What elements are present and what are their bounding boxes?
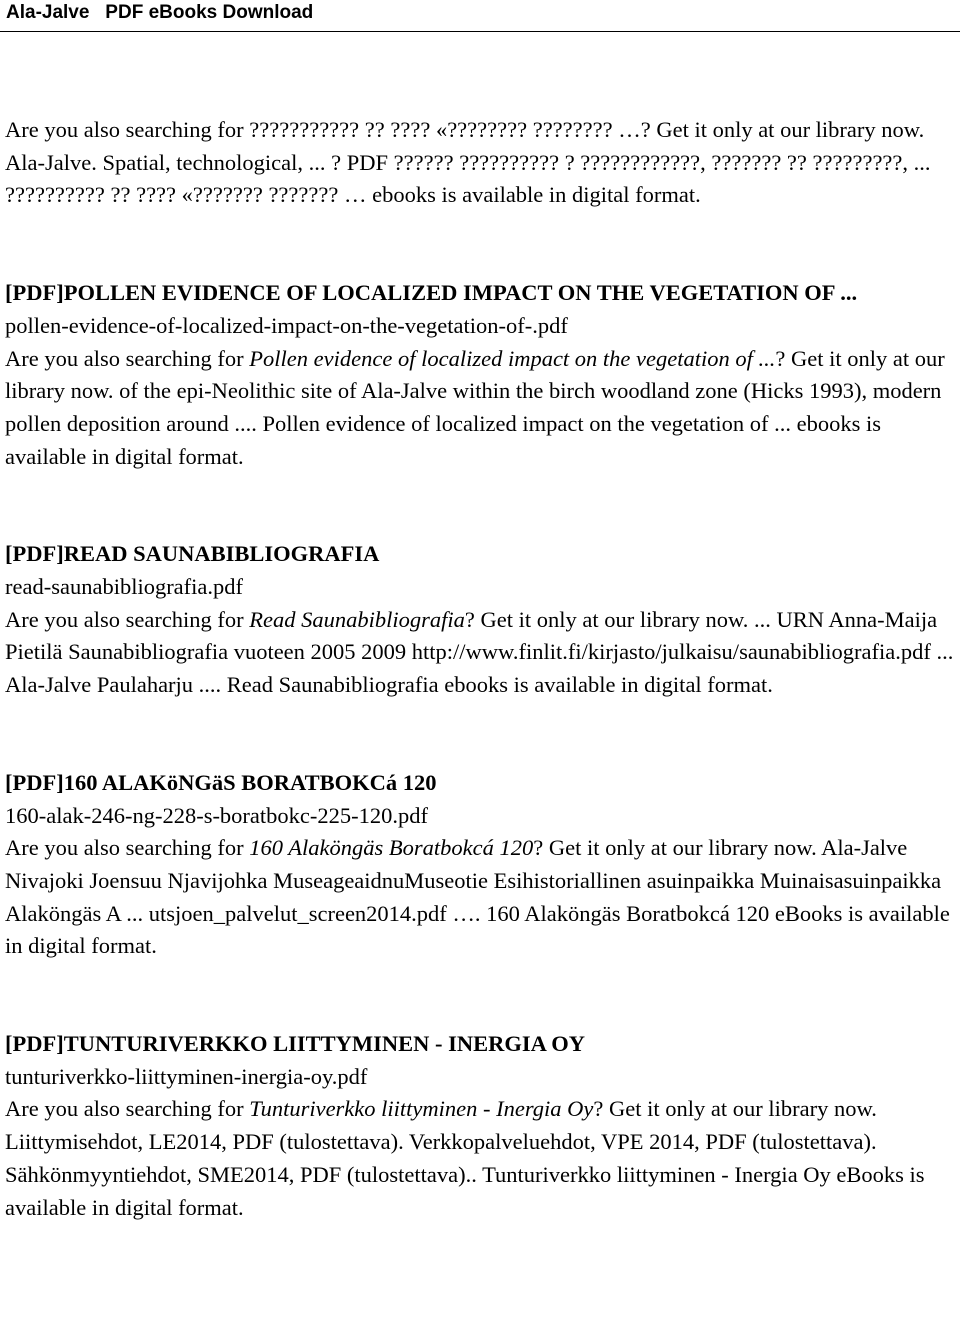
entry-query: Read Saunabibliografia bbox=[249, 606, 465, 632]
book-entry bbox=[5, 767, 955, 963]
entry-lead: Are you also searching for bbox=[5, 606, 250, 632]
book-entry bbox=[5, 1028, 955, 1224]
entry-query: Tunturiverkko liittyminen - Inergia Oy bbox=[249, 1096, 594, 1122]
page-header bbox=[0, 0, 960, 30]
header-divider bbox=[0, 31, 960, 32]
entry-filename: read-saunabibliografia.pdf bbox=[5, 574, 244, 600]
main-content bbox=[5, 114, 955, 1224]
book-entry bbox=[5, 277, 955, 473]
entry-description bbox=[5, 832, 955, 963]
entry-filename: 160-alak-246-ng-228-s-boratbokc-225-120.pdf bbox=[5, 802, 429, 828]
entry-body: ? Get it only at our library now. Ala-Jalve Nivajoki Joensuu Njavijohka MuseageaidnuMuseotie Esihistoriallinen asuinpaikka Muinaisasuinpaikka Alaköngäs A ... utsjoen_palvelut_screen2014.pdf …. 160 Alaköngäs Boratbokcá 120 eBooks is available in digital format. bbox=[5, 835, 950, 959]
entry-query: Pollen evidence of localized impact on the vegetation of ... bbox=[249, 345, 776, 371]
site-suffix: PDF eBooks Download bbox=[105, 2, 314, 23]
entry-body: ? Get it only at our library now. of the epi-Neolithic site of Ala-Jalve within the birch woodland zone (Hicks 1993), modern pollen deposition around .... Pollen evidence of localized impact on the vegetation of ... ebooks is available in digital format. bbox=[5, 345, 945, 469]
entry-filename: pollen-evidence-of-localized-impact-on-the-vegetation-of-.pdf bbox=[5, 312, 568, 338]
entry-title[interactable]: [PDF]160 ALAKöNGäS BORATBOKCá 120 bbox=[5, 769, 437, 795]
entry-lead: Are you also searching for bbox=[5, 345, 250, 371]
entry-body: ? Get it only at our library now. ... URN Anna-Maija Pietilä Saunabibliografia vuoteen 2005 2009 http://www.finlit.fi/kirjasto/julkaisu/saunabibliografia.pdf ... Ala-Jalve Paulaharju .... Read Saunabibliografia ebooks is available in digital format. bbox=[5, 606, 954, 698]
intro-paragraph: Are you also searching for ??????????? ?? ???? «???????? ???????? …? Get it only at our library now. Ala-Jalve. Spatial, technological, ... ? PDF ?????? ?????????? ? ????????????, ??????? ?? ?????????, ... ?????????? ?? ???? «??????? ??????? … ebooks is available in digital format. bbox=[5, 117, 931, 208]
book-entry bbox=[5, 538, 955, 702]
entry-lead: Are you also searching for bbox=[5, 1096, 250, 1122]
entry-body: ? Get it only at our library now. Liittymisehdot, LE2014, PDF (tulostettava). Verkkopalveluehdot, VPE 2014, PDF (tulostettava). Sähkönmyyntiehdot, SME2014, PDF (tulostettava).. Tunturiverkko liittyminen - Inergia Oy eBooks is available in digital format. bbox=[5, 1096, 925, 1220]
entry-title[interactable]: [PDF]POLLEN EVIDENCE OF LOCALIZED IMPACT ON THE VEGETATION OF ... bbox=[5, 280, 858, 306]
entry-title[interactable]: [PDF]READ SAUNABIBLIOGRAFIA bbox=[5, 541, 380, 567]
entry-query: 160 Alaköngäs Boratbokcá 120 bbox=[249, 835, 534, 861]
entry-title[interactable]: [PDF]TUNTURIVERKKO LIITTYMINEN - INERGIA OY bbox=[5, 1031, 586, 1057]
entry-lead: Are you also searching for bbox=[5, 835, 250, 861]
entry-filename: tunturiverkko-liittyminen-inergia-oy.pdf bbox=[5, 1063, 368, 1089]
site-name: Ala-Jalve bbox=[6, 2, 90, 23]
entry-description bbox=[5, 343, 955, 474]
header-title bbox=[6, 2, 313, 24]
entry-description bbox=[5, 604, 955, 702]
entry-description bbox=[5, 1093, 955, 1224]
